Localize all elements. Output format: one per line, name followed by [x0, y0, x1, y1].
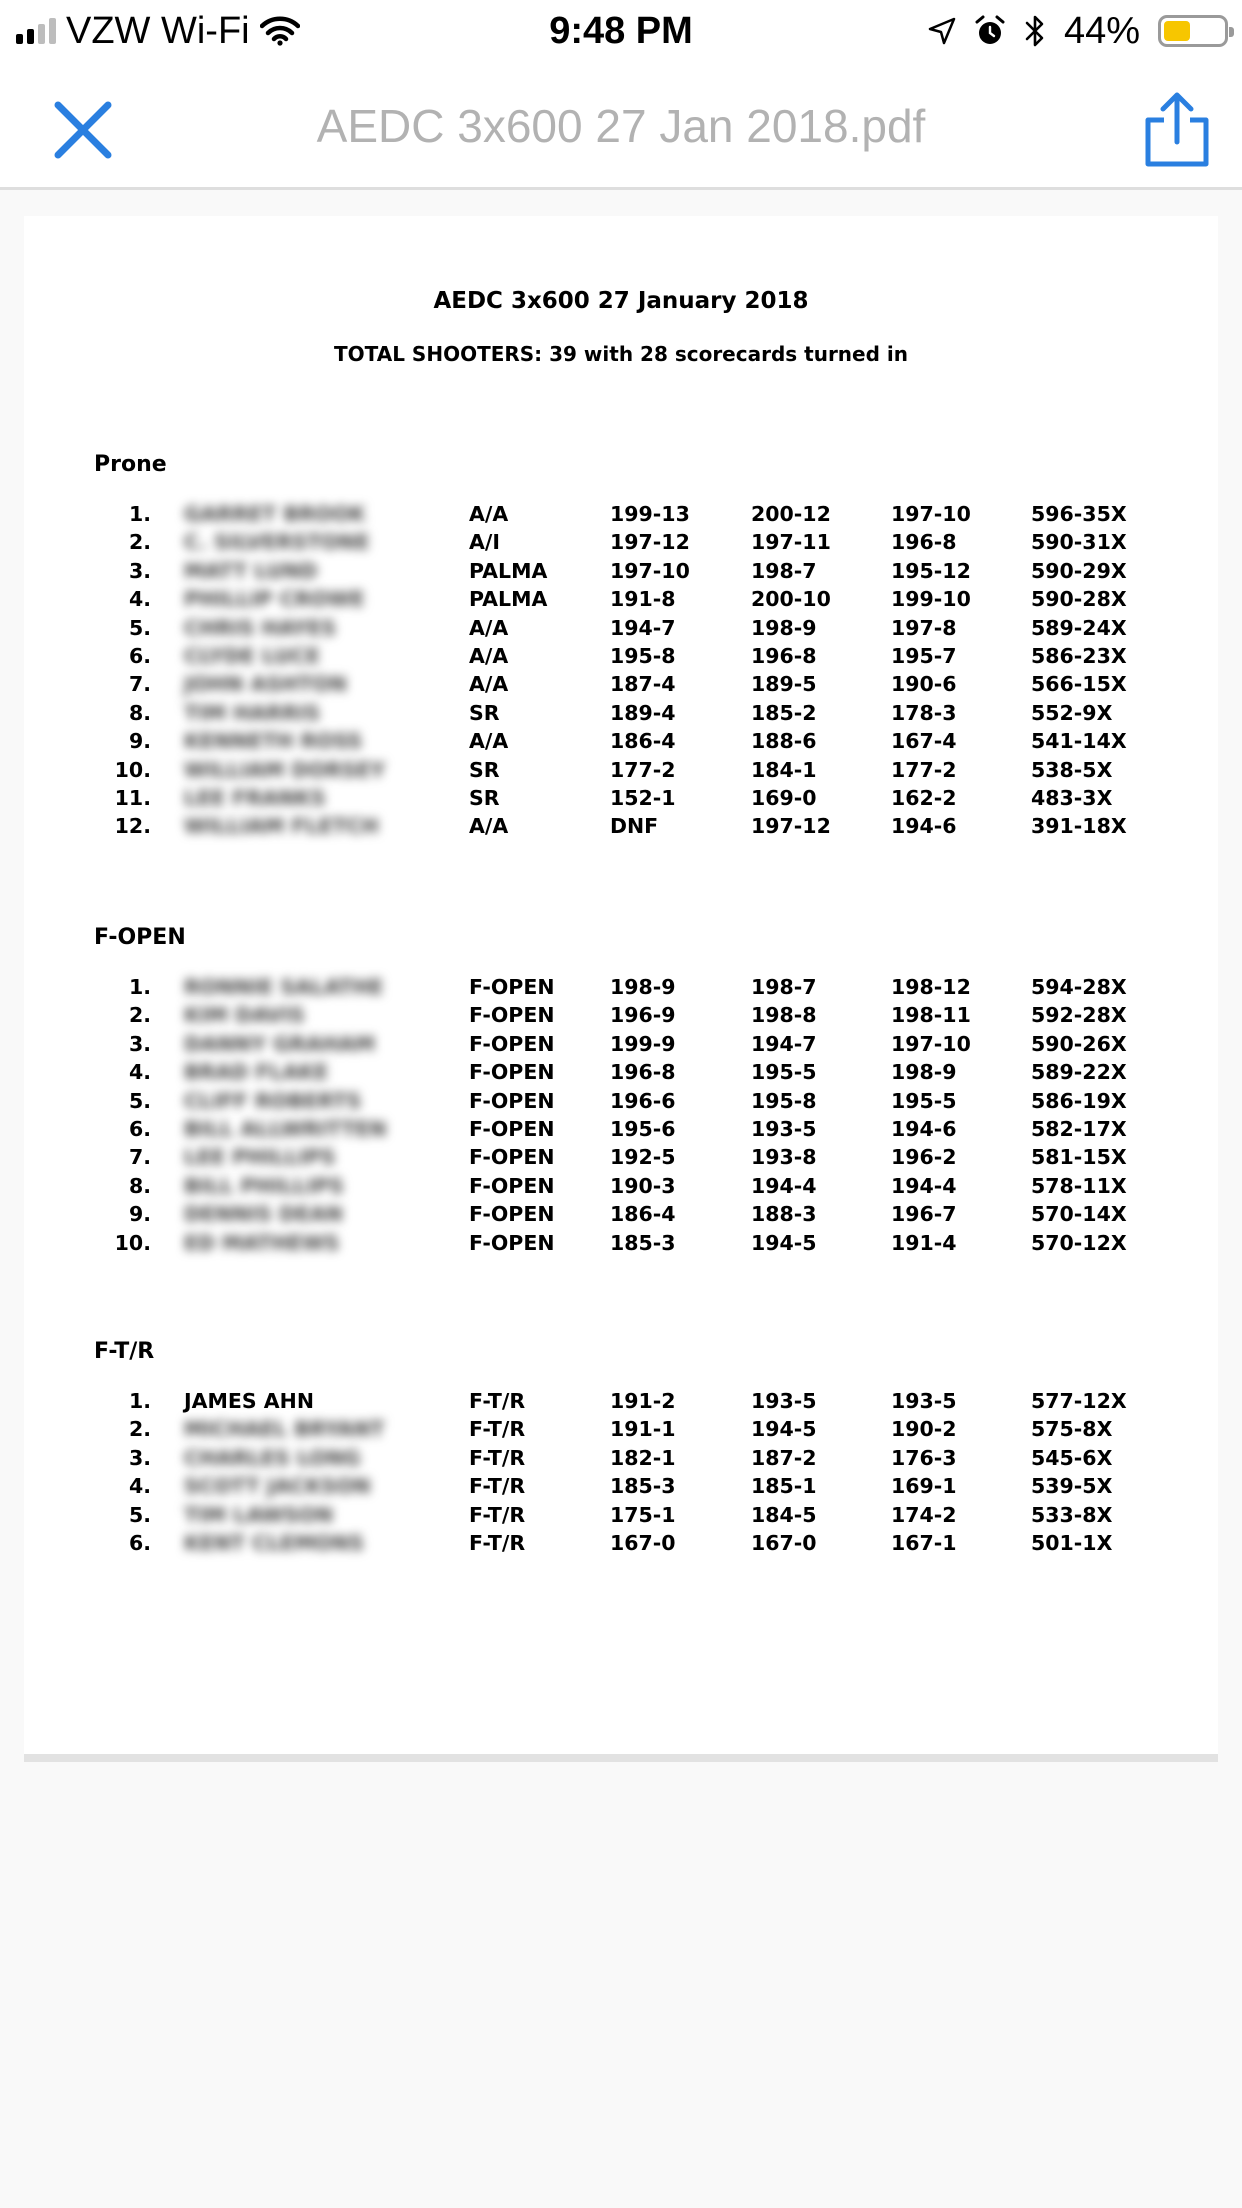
stage1-score: 195-6 [610, 1116, 676, 1141]
shooter-name: CLYDE LUCE [184, 643, 320, 668]
stage1-score: 196-8 [610, 1060, 676, 1085]
close-button[interactable] [50, 97, 116, 163]
total-score: 552-9X [1031, 700, 1113, 725]
shooter-name: RONNIE SALATHE [184, 975, 384, 999]
table-row [94, 1060, 1154, 1088]
stage2-score: 193-5 [751, 1116, 817, 1141]
section-heading: F-T/R [94, 1339, 155, 1364]
total-score: 541-14X [1031, 729, 1127, 754]
table-row [94, 616, 1154, 644]
stage1-score: 175-1 [610, 1502, 676, 1527]
class-cell: A/I [469, 530, 500, 555]
rank-cell: 5. [128, 1502, 151, 1527]
table-row [94, 1503, 1154, 1531]
shooter-name: JAMES AHN [184, 1389, 314, 1413]
stage2-score: 169-0 [751, 785, 817, 810]
shooter-name: CHARLES LONG [184, 1445, 361, 1470]
table-row [94, 1117, 1154, 1145]
rank-cell: 5. [128, 1088, 151, 1113]
battery-icon [1158, 15, 1228, 47]
stage1-score: 196-6 [610, 1088, 676, 1113]
stage1-score: 186-4 [610, 729, 676, 754]
stage2-score: 187-2 [751, 1445, 817, 1470]
total-score: 589-24X [1031, 615, 1127, 640]
stage1-score: 199-9 [610, 1031, 676, 1056]
table-row [94, 530, 1154, 558]
stage2-score: 193-8 [751, 1145, 817, 1170]
stage3-score: 174-2 [891, 1502, 957, 1527]
table-row [94, 786, 1154, 814]
rank-cell: 2. [128, 1003, 151, 1028]
total-score: 586-23X [1031, 643, 1127, 668]
table-row [94, 672, 1154, 700]
stage1-score: 190-3 [610, 1173, 676, 1198]
shooter-name: PHILLIP CROWE [184, 587, 365, 612]
stage1-score: 194-7 [610, 615, 676, 640]
table-row [94, 814, 1154, 842]
stage3-score: 197-8 [891, 615, 957, 640]
stage1-score: 167-0 [610, 1530, 676, 1555]
total-score: 581-15X [1031, 1145, 1127, 1170]
class-cell: F-T/R [469, 1389, 526, 1413]
stage1-score: 185-3 [610, 1474, 676, 1499]
stage3-score: 196-7 [891, 1202, 957, 1227]
share-button[interactable] [1142, 92, 1212, 168]
stage3-score: 190-6 [891, 672, 957, 697]
status-bar [0, 0, 1242, 62]
stage2-score: 195-5 [751, 1060, 817, 1085]
rank-cell: 4. [128, 587, 151, 612]
results-table [94, 1389, 1154, 1559]
stage3-score: 196-8 [891, 530, 957, 555]
class-cell: A/A [469, 729, 509, 754]
stage2-score: 189-5 [751, 672, 817, 697]
total-score: 590-28X [1031, 587, 1127, 612]
class-cell: A/A [469, 643, 509, 668]
stage3-score: 191-4 [891, 1230, 957, 1255]
stage1-score: 191-1 [610, 1417, 676, 1442]
stage3-score: 196-2 [891, 1145, 957, 1170]
stage1-score: DNF [610, 814, 659, 839]
shooter-name: TIM HARRIS [184, 700, 321, 725]
stage1-score: 152-1 [610, 785, 676, 810]
stage2-score: 197-11 [751, 530, 831, 555]
shooter-name: BRAD FLAKE [184, 1060, 329, 1085]
table-row [94, 729, 1154, 757]
stage2-score: 167-0 [751, 1530, 817, 1555]
stage2-score: 195-8 [751, 1088, 817, 1113]
table-row [94, 587, 1154, 615]
total-score: 578-11X [1031, 1173, 1127, 1198]
stage3-score: 178-3 [891, 700, 957, 725]
total-score: 538-5X [1031, 757, 1113, 782]
stage3-score: 167-4 [891, 729, 957, 754]
stage3-score: 195-12 [891, 558, 971, 583]
shooter-name: GARRET BROOK [184, 502, 366, 526]
rank-cell: 1. [128, 1389, 151, 1413]
stage1-score: 197-10 [610, 558, 690, 583]
class-cell: SR [469, 700, 500, 725]
class-cell: F-OPEN [469, 1060, 555, 1085]
stage1-score: 196-9 [610, 1003, 676, 1028]
stage3-score: 194-4 [891, 1173, 957, 1198]
table-row [94, 1389, 1154, 1417]
table-row [94, 1174, 1154, 1202]
rank-cell: 4. [128, 1474, 151, 1499]
stage1-score: 186-4 [610, 1202, 676, 1227]
stage3-score: 195-5 [891, 1088, 957, 1113]
total-score: 590-31X [1031, 530, 1127, 555]
total-score: 596-35X [1031, 502, 1127, 526]
shooter-name: BILL ALLWRITTEN [184, 1116, 387, 1141]
class-cell: SR [469, 785, 500, 810]
total-score: 586-19X [1031, 1088, 1127, 1113]
section-f-tr [94, 1339, 1154, 1559]
class-cell: F-T/R [469, 1417, 526, 1442]
stage2-score: 198-9 [751, 615, 817, 640]
total-score: 566-15X [1031, 672, 1127, 697]
table-row [94, 1089, 1154, 1117]
carrier-label: VZW Wi-Fi [66, 9, 250, 52]
stage1-score: 187-4 [610, 672, 676, 697]
stage3-score: 198-11 [891, 1003, 971, 1028]
rank-cell: 3. [128, 558, 151, 583]
stage2-score: 194-7 [751, 1031, 817, 1056]
stage2-score: 185-2 [751, 700, 817, 725]
rank-cell: 1. [128, 502, 151, 526]
table-row [94, 644, 1154, 672]
table-row [94, 1003, 1154, 1031]
rank-cell: 6. [128, 1530, 151, 1555]
shooter-name: DANNY GRAHAM [184, 1031, 376, 1056]
battery-percent: 44% [1063, 9, 1140, 52]
rank-cell: 9. [128, 729, 151, 754]
results-table [94, 975, 1154, 1259]
stage3-score: 169-1 [891, 1474, 957, 1499]
shooter-name: LEE FRANKS [184, 785, 326, 810]
stage3-score: 193-5 [891, 1389, 957, 1413]
stage3-score: 176-3 [891, 1445, 957, 1470]
stage1-score: 195-8 [610, 643, 676, 668]
shooter-name: ED MATHEWS [184, 1230, 340, 1255]
rank-cell: 12. [114, 814, 151, 839]
nav-bar [0, 62, 1242, 190]
table-row [94, 1145, 1154, 1173]
rank-cell: 6. [128, 643, 151, 668]
stage1-score: 185-3 [610, 1230, 676, 1255]
rank-cell: 11. [114, 785, 151, 810]
rank-cell: 8. [128, 1173, 151, 1198]
rank-cell: 2. [128, 530, 151, 555]
total-score: 589-22X [1031, 1060, 1127, 1085]
stage1-score: 197-12 [610, 530, 690, 555]
stage2-score: 196-8 [751, 643, 817, 668]
class-cell: F-OPEN [469, 1031, 555, 1056]
total-score: 570-14X [1031, 1202, 1127, 1227]
table-row [94, 1202, 1154, 1230]
rank-cell: 3. [128, 1445, 151, 1470]
stage3-score: 197-10 [891, 1031, 971, 1056]
class-cell: F-T/R [469, 1502, 526, 1527]
stage1-score: 191-2 [610, 1389, 676, 1413]
stage2-score: 200-12 [751, 502, 831, 526]
table-row [94, 975, 1154, 1003]
section-heading: F-OPEN [94, 925, 186, 950]
rank-cell: 10. [114, 757, 151, 782]
stage2-score: 193-5 [751, 1389, 817, 1413]
shooter-name: CLIFF ROBERTS [184, 1088, 362, 1113]
stage3-score: 198-12 [891, 975, 971, 999]
table-row [94, 701, 1154, 729]
rank-cell: 9. [128, 1202, 151, 1227]
stage2-score: 198-7 [751, 558, 817, 583]
stage2-score: 194-5 [751, 1417, 817, 1442]
stage3-score: 194-6 [891, 1116, 957, 1141]
shooter-name: MATT LUND [184, 558, 318, 583]
class-cell: F-OPEN [469, 1202, 555, 1227]
section-prone [94, 452, 1154, 843]
class-cell: A/A [469, 814, 509, 839]
table-row [94, 1446, 1154, 1474]
stage2-score: 198-8 [751, 1003, 817, 1028]
shooter-name: KENNETH ROSS [184, 729, 363, 754]
close-icon [50, 97, 116, 163]
stage1-score: 177-2 [610, 757, 676, 782]
class-cell: F-OPEN [469, 1145, 555, 1170]
rank-cell: 7. [128, 1145, 151, 1170]
stage2-score: 194-5 [751, 1230, 817, 1255]
status-time: 9:48 PM [549, 10, 693, 52]
rank-cell: 6. [128, 1116, 151, 1141]
total-score: 590-29X [1031, 558, 1127, 583]
stage2-score: 198-7 [751, 975, 817, 999]
total-score: 575-8X [1031, 1417, 1113, 1442]
shooter-name: C. SILVERSTONE [184, 530, 370, 555]
document-subtitle: TOTAL SHOOTERS: 39 with 28 scorecards turned in [334, 342, 908, 366]
table-row [94, 1531, 1154, 1559]
class-cell: A/A [469, 672, 509, 697]
shooter-name: KIM DAVIS [184, 1003, 305, 1028]
stage2-score: 185-1 [751, 1474, 817, 1499]
stage2-score: 184-5 [751, 1502, 817, 1527]
shooter-name: BILL PHILLIPS [184, 1173, 344, 1198]
section-heading: Prone [94, 452, 167, 477]
table-row [94, 1032, 1154, 1060]
total-score: 577-12X [1031, 1389, 1127, 1413]
alarm-icon [974, 15, 1006, 47]
battery-level [1164, 21, 1190, 41]
shooter-name: SCOTT JACKSON [184, 1474, 371, 1499]
class-cell: F-OPEN [469, 1116, 555, 1141]
stage3-score: 194-6 [891, 814, 957, 839]
shooter-name: CHRIS HAYES [184, 615, 337, 640]
stage3-score: 195-7 [891, 643, 957, 668]
results-table [94, 502, 1154, 843]
rank-cell: 10. [114, 1230, 151, 1255]
class-cell: A/A [469, 615, 509, 640]
total-score: 545-6X [1031, 1445, 1113, 1470]
total-score: 594-28X [1031, 975, 1127, 999]
class-cell: PALMA [469, 558, 548, 583]
rank-cell: 8. [128, 700, 151, 725]
stage1-score: 192-5 [610, 1145, 676, 1170]
table-row [94, 1231, 1154, 1259]
share-icon [1142, 92, 1212, 168]
total-score: 391-18X [1031, 814, 1127, 839]
class-cell: F-OPEN [469, 1173, 555, 1198]
document-filename: AEDC 3x600 27 Jan 2018.pdf [316, 100, 926, 152]
table-row [94, 758, 1154, 786]
stage2-score: 188-3 [751, 1202, 817, 1227]
stage1-score: 199-13 [610, 502, 690, 526]
section-f-open [94, 925, 1154, 1259]
stage1-score: 189-4 [610, 700, 676, 725]
class-cell: F-OPEN [469, 1003, 555, 1028]
location-icon [928, 17, 956, 45]
stage3-score: 167-1 [891, 1530, 957, 1555]
stage2-score: 184-1 [751, 757, 817, 782]
total-score: 501-1X [1031, 1530, 1113, 1555]
table-row [94, 502, 1154, 530]
bluetooth-icon [1024, 14, 1046, 48]
class-cell: F-OPEN [469, 975, 555, 999]
stage2-score: 188-6 [751, 729, 817, 754]
class-cell: SR [469, 757, 500, 782]
stage1-score: 191-8 [610, 587, 676, 612]
stage3-score: 198-9 [891, 1060, 957, 1085]
rank-cell: 7. [128, 672, 151, 697]
total-score: 592-28X [1031, 1003, 1127, 1028]
class-cell: A/A [469, 502, 509, 526]
stage3-score: 162-2 [891, 785, 957, 810]
shooter-name: LEE PHILLIPS [184, 1145, 336, 1170]
total-score: 533-8X [1031, 1502, 1113, 1527]
stage3-score: 197-10 [891, 502, 971, 526]
table-row [94, 1417, 1154, 1445]
shooter-name: MICHAEL BRYANT [184, 1417, 385, 1442]
stage1-score: 198-9 [610, 975, 676, 999]
total-score: 539-5X [1031, 1474, 1113, 1499]
status-bar-right [928, 8, 1228, 54]
pdf-page[interactable] [24, 216, 1218, 1762]
class-cell: F-T/R [469, 1530, 526, 1555]
stage2-score: 200-10 [751, 587, 831, 612]
shooter-name: JOHN ASHTON [184, 672, 347, 697]
total-score: 483-3X [1031, 785, 1113, 810]
rank-cell: 3. [128, 1031, 151, 1056]
stage1-score: 182-1 [610, 1445, 676, 1470]
stage3-score: 177-2 [891, 757, 957, 782]
table-row [94, 1474, 1154, 1502]
shooter-name: KENT CLEMONS [184, 1530, 365, 1555]
shooter-name: DENNIS DEAN [184, 1202, 343, 1227]
stage2-score: 194-4 [751, 1173, 817, 1198]
total-score: 570-12X [1031, 1230, 1127, 1255]
rank-cell: 2. [128, 1417, 151, 1442]
stage3-score: 199-10 [891, 587, 971, 612]
class-cell: F-T/R [469, 1474, 526, 1499]
total-score: 582-17X [1031, 1116, 1127, 1141]
class-cell: F-T/R [469, 1445, 526, 1470]
class-cell: PALMA [469, 587, 548, 612]
document-title: AEDC 3x600 27 January 2018 [433, 288, 809, 314]
total-score: 590-26X [1031, 1031, 1127, 1056]
rank-cell: 5. [128, 615, 151, 640]
table-row [94, 559, 1154, 587]
stage2-score: 197-12 [751, 814, 831, 839]
class-cell: F-OPEN [469, 1088, 555, 1113]
stage3-score: 190-2 [891, 1417, 957, 1442]
class-cell: F-OPEN [469, 1230, 555, 1255]
shooter-name: WILLIAM DORSEY [184, 757, 386, 782]
shooter-name: WILLIAM FLETCH [184, 814, 379, 839]
rank-cell: 1. [128, 975, 151, 999]
shooter-name: TIM LAWSON [184, 1502, 334, 1527]
rank-cell: 4. [128, 1060, 151, 1085]
